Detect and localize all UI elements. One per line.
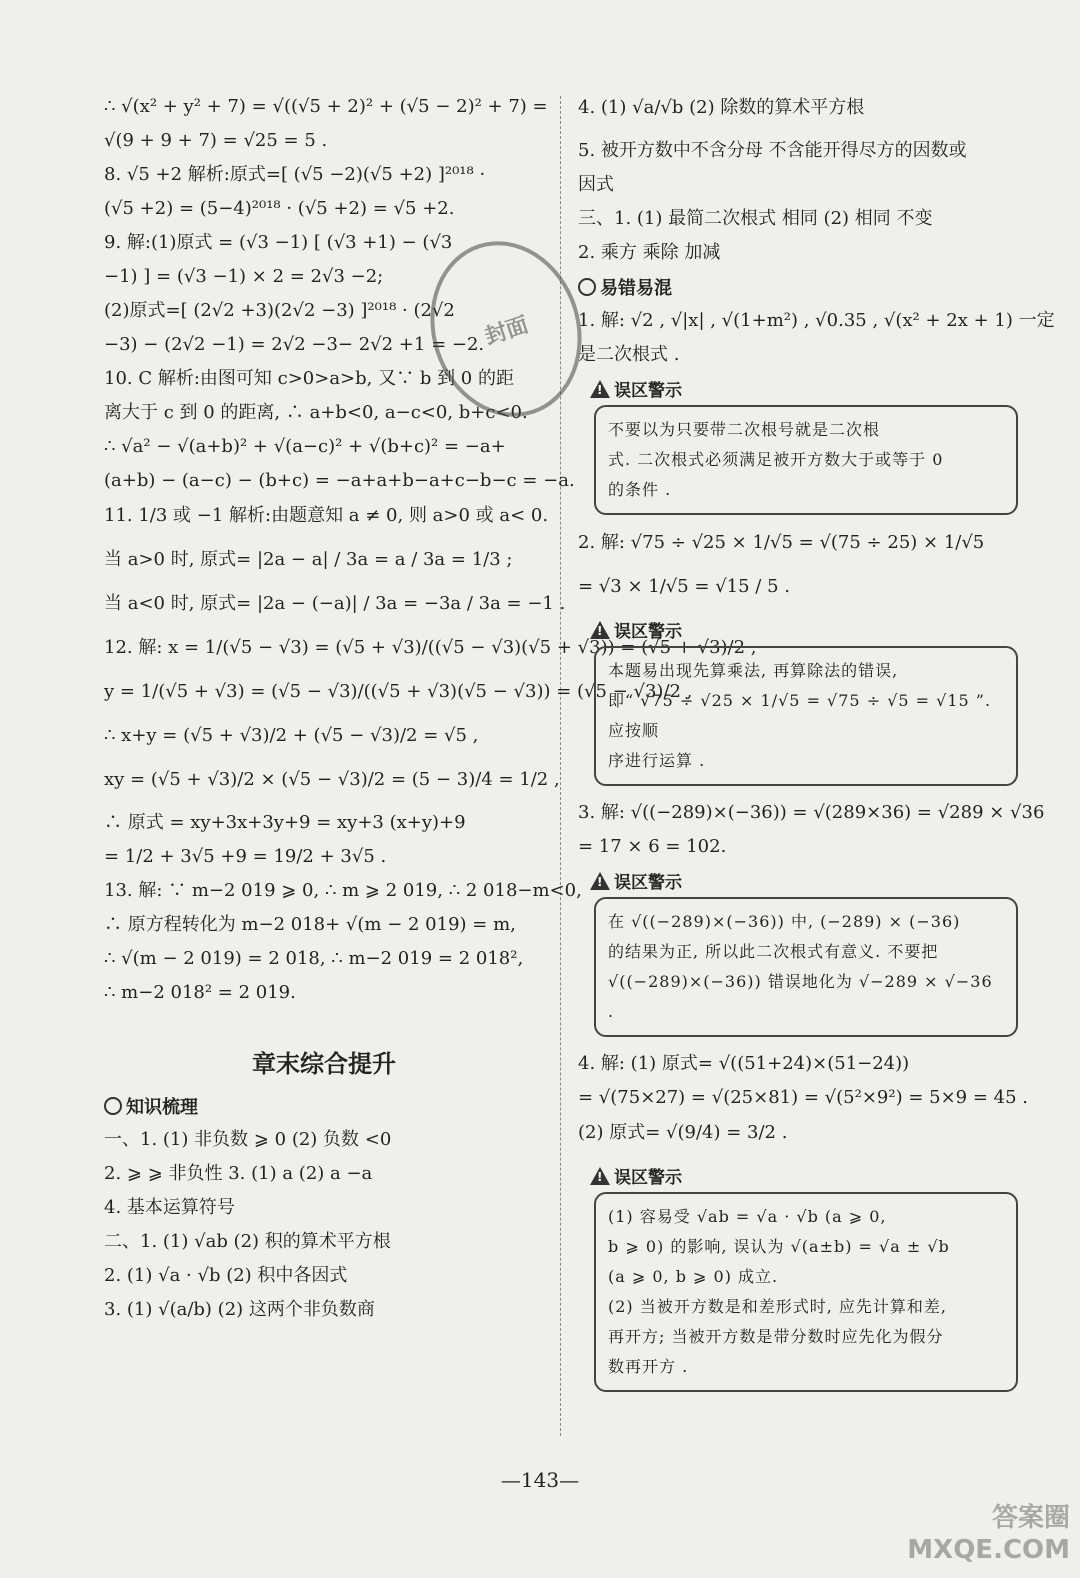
answer-line: 12. 解: x = 1/(√5 − √3) = (√5 + √3)/((√5 − √3)(√5 + √3)) = (√5 + √3)/2 , <box>104 637 757 658</box>
answer-line: −3) − (2√2 −1) = 2√2 −3− 2√2 +1 = −2. <box>104 334 485 355</box>
answer-line: ∴ m−2 018² = 2 019. <box>104 982 296 1003</box>
answer-line: 3. 解: √((−289)×(−36)) = √(289×36) = √289 × √36 <box>578 802 1045 823</box>
answer-line: ∴ 原式 = xy+3x+3y+9 = xy+3 (x+y)+9 <box>104 812 466 833</box>
warning-text: b ⩾ 0) 的影响, 误认为 √(a±b) = √a ± √b <box>608 1237 950 1256</box>
answer-line: 是二次根式 . <box>578 344 680 365</box>
warning-box <box>594 646 1018 786</box>
warning-text: 的条件 . <box>608 480 672 499</box>
warning-box <box>594 405 1018 515</box>
mistakes-heading: 易错易混 <box>578 274 1018 300</box>
page-number: —143— <box>500 1468 580 1492</box>
knowledge-line: 4. 基本运算符号 <box>104 1197 235 1218</box>
warning-box <box>594 1192 1018 1392</box>
answer-line: (a+b) − (a−c) − (b+c) = −a+a+b−a+c−b−c = −a. <box>104 470 575 491</box>
answer-line: 13. 解: ∵ m−2 019 ⩾ 0, ∴ m ⩾ 2 019, ∴ 2 018−m<0, <box>104 880 582 901</box>
answer-line: 5. 被开方数中不含分母 不含能开得尽方的因数或 <box>578 140 967 161</box>
warning-icon <box>590 380 610 398</box>
answer-line: 4. (1) √a/√b (2) 除数的算术平方根 <box>578 97 865 118</box>
answer-line: 2. 解: √75 ÷ √25 × 1/√5 = √(75 ÷ 25) × 1/√5 <box>578 532 985 553</box>
warning-text: (2) 当被开方数是和差形式时, 应先计算和差, <box>608 1297 948 1316</box>
answer-line: = √(75×27) = √(25×81) = √(5²×9²) = 5×9 = 45 . <box>578 1087 1028 1108</box>
answer-line: (√5 +2) = (5−4)²⁰¹⁸ · (√5 +2) = √5 +2. <box>104 198 455 219</box>
warning-heading: !误区警示 <box>590 376 1018 401</box>
section-title: 章末综合提升 <box>252 1050 396 1078</box>
answer-line: ∴ √(x² + y² + 7) = √((√5 + 2)² + (√5 − 2)² + 7) = <box>104 96 548 117</box>
answer-line: ∴ x+y = (√5 + √3)/2 + (√5 − √3)/2 = √5 , <box>104 725 479 746</box>
answer-line: √(9 + 9 + 7) = √25 = 5 . <box>104 130 328 151</box>
warning-icon <box>590 1167 610 1185</box>
answer-line: −1) ] = (√3 −1) × 2 = 2√3 −2; <box>104 266 384 287</box>
answer-line: 三、1. (1) 最简二次根式 相同 (2) 相同 不变 <box>578 208 933 229</box>
warning-text: 式. 二次根式必须满足被开方数大于或等于 0 <box>608 450 944 469</box>
knowledge-line: 3. (1) √(a/b) (2) 这两个非负数商 <box>104 1299 375 1320</box>
stamp-seal: 封面 <box>408 221 604 436</box>
answer-line: = √3 × 1/√5 = √15 / 5 . <box>578 576 790 597</box>
knowledge-heading: 知识梳理 <box>104 1093 544 1119</box>
answer-line: ∴ 原方程转化为 m−2 018+ √(m − 2 019) = m, <box>104 914 516 935</box>
answer-line: ∴ √(m − 2 019) = 2 018, ∴ m−2 019 = 2 018², <box>104 948 524 969</box>
warning-text: √((−289)×(−36)) 错误地化为 √−289 × √−36 . <box>608 972 993 1021</box>
answer-line: 因式 <box>578 174 614 195</box>
answer-line: (2) 原式= √(9/4) = 3/2 . <box>578 1122 788 1143</box>
warning-box <box>594 897 1018 1037</box>
answer-line: 2. 乘方 乘除 加减 <box>578 242 721 263</box>
answer-line: 9. 解:(1)原式 = (√3 −1) [ (√3 +1) − (√3 <box>104 232 453 253</box>
watermark-logo: 答案圈 MXQE.COM <box>907 1503 1070 1565</box>
warning-text: 不要以为只要带二次根号就是二次根 <box>608 420 881 439</box>
circle-bullet-icon <box>578 278 596 296</box>
answer-line: y = 1/(√5 + √3) = (√5 − √3)/((√5 + √3)(√5 − √3)) = (√5 − √3)/2 , <box>104 681 693 702</box>
knowledge-line: 2. ⩾ ⩾ 非负性 3. (1) a (2) a −a <box>104 1163 373 1184</box>
warning-heading: !误区警示 <box>590 617 1018 642</box>
warning-heading: !误区警示 <box>590 1163 1018 1188</box>
warning-text: 序进行运算 . <box>608 751 706 770</box>
answer-line: = 17 × 6 = 102. <box>578 836 727 857</box>
knowledge-line: 2. (1) √a · √b (2) 积中各因式 <box>104 1265 348 1286</box>
circle-bullet-icon <box>104 1097 122 1115</box>
warning-heading: !误区警示 <box>590 868 1018 893</box>
answer-line: ∴ √a² − √(a+b)² + √(a−c)² + √(b+c)² = −a+ <box>104 436 506 457</box>
right-column <box>578 94 1055 1406</box>
warning-text: 再开方; 当被开方数是带分数时应先化为假分 <box>608 1327 944 1346</box>
warning-text: 在 √((−289)×(−36)) 中, (−289) × (−36) <box>608 912 961 931</box>
answer-line: 11. 1/3 或 −1 解析:由题意知 a ≠ 0, 则 a>0 或 a< 0. <box>104 505 549 526</box>
knowledge-line: 二、1. (1) √ab (2) 积的算术平方根 <box>104 1231 391 1252</box>
warning-text: (1) 容易受 √ab = √a · √b (a ⩾ 0, <box>608 1207 887 1226</box>
warning-text: 数再开方 . <box>608 1357 689 1376</box>
answer-line: 1. 解: √2 , √|x| , √(1+m²) , √0.35 , √(x² + 2x + 1) 一定 <box>578 310 1055 331</box>
answer-line: = 1/2 + 3√5 +9 = 19/2 + 3√5 . <box>104 846 387 867</box>
warning-text: 即“ √75 ÷ √25 × 1/√5 = √75 ÷ √5 = √15 ”. 应按顺 <box>608 691 992 740</box>
answer-line: (2)原式=[ (2√2 +3)(2√2 −3) ]²⁰¹⁸ · (2√2 <box>104 300 455 321</box>
answer-line: 10. C 解析:由图可知 c>0>a>b, 又∵ b 到 0 的距 <box>104 368 514 389</box>
warning-text: 的结果为正, 所以此二次根式有意义. 不要把 <box>608 942 939 961</box>
warning-icon <box>590 872 610 890</box>
warning-text: 本题易出现先算乘法, 再算除法的错误, <box>608 661 899 680</box>
answer-line: 8. √5 +2 解析:原式=[ (√5 −2)(√5 +2) ]²⁰¹⁸ · <box>104 164 486 185</box>
answer-line: 4. 解: (1) 原式= √((51+24)×(51−24)) <box>578 1053 910 1074</box>
answer-line: 当 a<0 时, 原式= |2a − (−a)| / 3a = −3a / 3a = −1 . <box>104 593 566 614</box>
answer-line: xy = (√5 + √3)/2 × (√5 − √3)/2 = (5 − 3)/4 = 1/2 , <box>104 769 560 790</box>
answer-line: 当 a>0 时, 原式= |2a − a| / 3a = a / 3a = 1/3 ; <box>104 549 513 570</box>
answer-line: 离大于 c 到 0 的距离, ∴ a+b<0, a−c<0, b+c<0. <box>104 402 528 423</box>
warning-icon <box>590 621 610 639</box>
warning-text: (a ⩾ 0, b ⩾ 0) 成立. <box>608 1267 779 1286</box>
knowledge-line: 一、1. (1) 非负数 ⩾ 0 (2) 负数 <0 <box>104 1129 392 1150</box>
